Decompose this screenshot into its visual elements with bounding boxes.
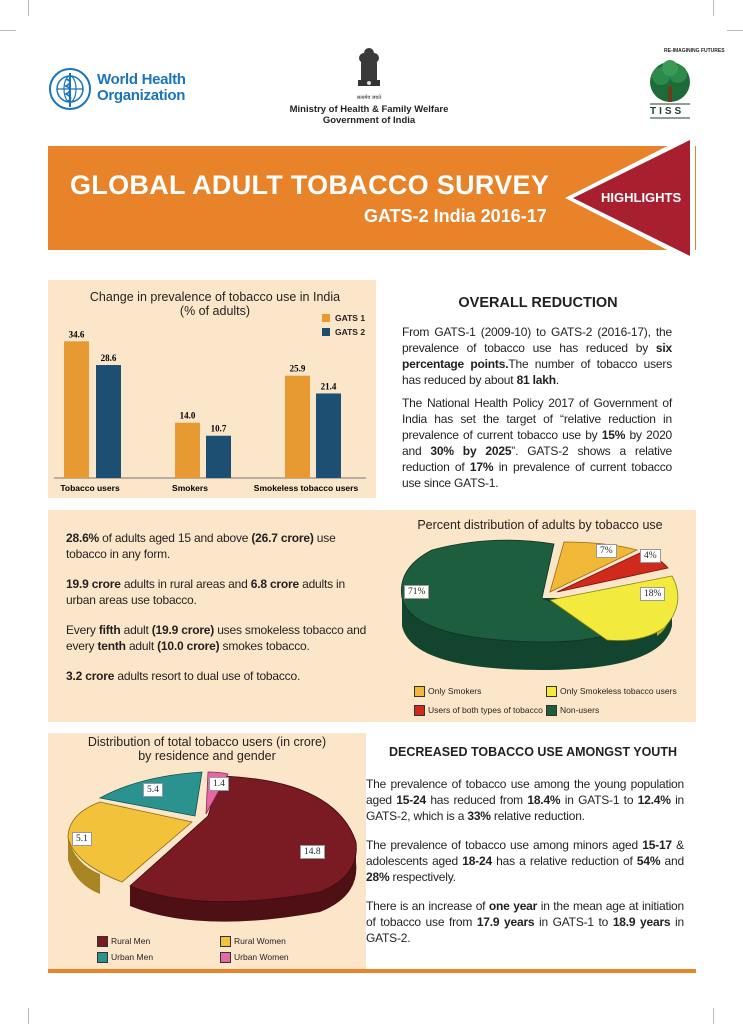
pie-label-non-users: 71% <box>404 585 429 599</box>
legend-swatch <box>97 936 108 947</box>
adult-pie-title: Percent distribution of adults by tobacco use <box>417 518 663 532</box>
ministry-line2: Government of India <box>322 115 416 126</box>
legend-rural-men: Rural Men <box>97 936 150 947</box>
who-name <box>97 72 186 104</box>
legend-swatch <box>414 686 425 697</box>
legend-rural-women: Rural Women <box>220 936 286 947</box>
youth-text <box>366 776 684 946</box>
banner-subtitle: GATS-2 India 2016-17 <box>364 206 547 226</box>
legend-gats2: GATS 2 <box>335 327 366 337</box>
overall-para-2: The National Health Policy 2017 of Government of India has set the target of “relative reduction in prevalence of current tobacco use by 15% by 2020 and 30% by 2025”. GATS-2 shows a relative reduction of 17% in prevalence of current tobacco use since GATS-1. <box>402 396 673 490</box>
ministry-name <box>246 104 492 126</box>
legend-urban-women: Urban Women <box>220 952 289 963</box>
bar-smokeless-tobacco-users-gats-1 <box>285 376 310 478</box>
youth-para-1: The prevalence of tobacco use among the young population aged 15-24 has reduced from 18.4% in GATS-1 to 12.4% in GATS-2, which is a 33% relative reduction. <box>366 777 685 823</box>
legend-swatch <box>546 705 557 716</box>
residence-pie-title-line2: by residence and gender <box>138 749 276 763</box>
bar-value-label: 34.6 <box>68 329 85 340</box>
legend-non-users: Non-users <box>546 705 599 716</box>
crop-mark <box>28 1008 29 1024</box>
bar-value-label: 10.7 <box>210 423 227 434</box>
bar-smokeless-tobacco-users-gats-2 <box>316 393 341 478</box>
crop-mark <box>713 0 714 16</box>
national-emblem-icon <box>352 44 386 96</box>
bar-value-label: 14.0 <box>179 410 196 421</box>
legend-only-smokers: Only Smokers <box>414 686 481 697</box>
legend-only-smokeless: Only Smokeless tobacco users <box>546 686 677 697</box>
bar-chart-title-line1: Change in prevalence of tobacco use in India <box>89 290 341 304</box>
crop-mark <box>727 30 743 31</box>
legend-urban-men: Urban Men <box>97 952 153 963</box>
pie-label-rural-women: 5.1 <box>72 832 92 846</box>
legend-swatch <box>546 686 557 697</box>
bar-tobacco-users-gats-2 <box>96 365 121 478</box>
fact-1: 28.6% of adults aged 15 and above (26.7 crore) use tobacco in any form. <box>66 531 336 561</box>
highlights-label: HIGHLIGHTS <box>601 190 682 205</box>
overall-para-1: From GATS-1 (2009-10) to GATS-2 (2016-17), the prevalence of tobacco use has reduced by six percentage points.The number of tobacco users has reduced by about 81 lakh. <box>402 325 673 387</box>
tiss-tagline: RE-IMAGINING FUTURES <box>664 48 725 54</box>
pie-label-urban-women: 1.4 <box>209 777 229 791</box>
category-label: Smokeless tobacco users <box>253 483 359 493</box>
bar-chart <box>48 280 376 498</box>
pie-label-rural-men: 14.8 <box>300 845 325 859</box>
youth-para-3: There is an increase of one year in the mean age at initiation of tobacco use from 17.9 years in GATS-1 to 18.9 years in GATS-2. <box>366 899 684 945</box>
youth-para-2: The prevalence of tobacco use among minors aged 15-17 & adolescents aged 18-24 has a relative reduction of 54% and 28% respectively. <box>366 838 684 884</box>
facts-text <box>66 530 374 684</box>
category-label: Tobacco users <box>60 483 120 493</box>
bar-smokers-gats-2 <box>206 436 231 478</box>
legend-swatch <box>97 952 108 963</box>
legend-gats1: GATS 1 <box>335 313 366 323</box>
emblem-caption: सत्यमेव जयते <box>356 95 382 101</box>
bar-tobacco-users-gats-1 <box>64 341 89 478</box>
banner-title: GLOBAL ADULT TOBACCO SURVEY <box>70 170 550 200</box>
residence-pie-title <box>62 735 352 763</box>
crop-mark <box>28 0 29 16</box>
residence-pie-title-line1: Distribution of total tobacco users (in crore) <box>87 735 327 749</box>
bottom-rule <box>48 969 696 973</box>
crop-mark <box>713 1008 714 1024</box>
legend-swatch <box>220 952 231 963</box>
who-name-line1: World Health <box>97 71 186 88</box>
legend-swatch <box>220 936 231 947</box>
bar-value-label: 28.6 <box>100 353 117 364</box>
pie-label-both: 4% <box>640 549 661 563</box>
crop-mark <box>0 30 16 31</box>
fact-4: 3.2 crore adults resort to dual use of tobacco. <box>66 669 301 683</box>
overall-text <box>402 324 672 491</box>
legend-swatch <box>414 705 425 716</box>
tiss-label: TISS <box>650 106 685 117</box>
who-name-line2: Organization <box>97 87 186 104</box>
pie-label-urban-men: 5.4 <box>143 783 163 797</box>
fact-2: 19.9 crore adults in rural areas and 6.8 crore adults in urban areas use tobacco. <box>66 577 345 607</box>
bar-chart-title-line2: (% of adults) <box>179 304 251 318</box>
fact-3: Every fifth adult (19.9 crore) uses smokeless tobacco and every tenth adult (10.0 crore) smokes tobacco. <box>66 623 367 653</box>
legend-both-types: Users of both types of tobacco <box>414 705 543 716</box>
ministry-line1: Ministry of Health & Family Welfare <box>289 104 449 115</box>
pie-label-only-smokers: 7% <box>596 544 617 558</box>
pie-label-only-smokeless: 18% <box>640 587 665 601</box>
who-logo-icon <box>48 67 92 111</box>
bar-value-label: 21.4 <box>320 381 337 392</box>
overall-heading: OVERALL REDUCTION <box>458 295 618 311</box>
bar-value-label: 25.9 <box>289 363 306 374</box>
youth-heading: DECREASED TOBACCO USE AMONGST YOUTH <box>389 745 677 759</box>
category-label: Smokers <box>172 483 208 493</box>
bar-smokers-gats-1 <box>175 423 200 478</box>
